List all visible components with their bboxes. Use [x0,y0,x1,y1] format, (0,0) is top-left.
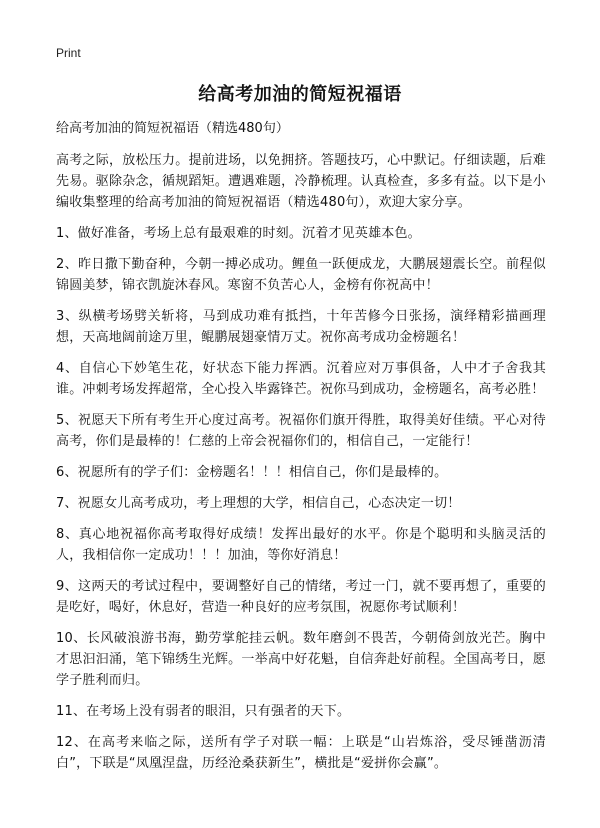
list-item: 8、真心地祝福你高考取得好成绩！发挥出最好的水平。你是个聪明和头脑灵活的人，我相信你一定成功！！！加油，等你好消息！ [56,527,546,563]
list-item: 6、祝愿所有的学子们：金榜题名！！！相信自己，你们是最棒的。 [56,465,448,480]
list-item: 10、长风破浪游书海，勤劳掌舵挂云帆。数年磨剑不畏苦，今朝倚剑放光芒。胸中才思汩汩涌，笔下锦绣生光辉。一举高中好花魁，自信奔赴好前程。全国高考日，愿学子胜利而归。 [56,631,546,688]
document-body [56,120,546,784]
page-title: 给高考加油的简短祝福语 [198,84,402,105]
list-item: 12、在高考来临之际，送所有学子对联一幅：上联是“山岩炼浴，受尽锤凿沥清白”，下联是“凤凰涅盘，历经沧桑获新生”，横批是“爱拼你会赢”。 [56,735,546,771]
list-item: 1、做好准备，考场上总有最艰难的时刻。沉着才见英雄本色。 [56,226,421,241]
list-item: 9、这两天的考试过程中，要调整好自己的情绪，考过一门，就不要再想了，重要的是吃好，喝好，休息好，营造一种良好的应考氛围，祝愿你考试顺利！ [56,579,546,615]
print-link[interactable]: Print [56,46,81,60]
list-item: 11、在考场上没有弱者的眼泪，只有强者的天下。 [56,704,351,719]
list-item: 2、昨日撒下勤奋种，今朝一搏必成功。鲤鱼一跃便成龙，大鹏展翅震长空。前程似锦圆美梦，锦衣凯旋沐春风。寒窗不负苦心人，金榜有你祝高中！ [56,257,546,293]
list-item: 3、纵横考场劈关斩将，马到成功难有抵挡，十年苦修今日张扬，演绎精彩描画理想，天高地阔前途万里，鲲鹏展翅豪情万丈。祝你高考成功金榜题名！ [56,309,546,345]
list-item: 7、祝愿女儿高考成功，考上理想的大学，相信自己，心态决定一切！ [56,496,461,511]
document-subtitle: 给高考加油的简短祝福语（精选480句） [56,121,289,136]
list-item: 4、自信心下妙笔生花，好状态下能力挥洒。沉着应对万事俱备，人中才子舍我其谁。冲刺考场发挥超常，全心投入毕露锋芒。祝你马到成功，金榜题名，高考必胜！ [56,361,546,397]
list-item: 5、祝愿天下所有考生开心度过高考。祝福你们旗开得胜，取得美好佳绩。平心对待高考，你们是最棒的！仁慈的上帝会祝福你们的，相信自己，一定能行！ [56,413,546,449]
intro-paragraph: 高考之际，放松压力。提前进场，以免拥挤。答题技巧，心中默记。仔细读题，后难先易。驱除杂念，循规蹈矩。遭遇难题，冷静梳理。认真检查，多多有益。以下是小编收集整理的给高考加油的简短祝福语（精选480句），欢迎大家分享。 [56,153,546,210]
